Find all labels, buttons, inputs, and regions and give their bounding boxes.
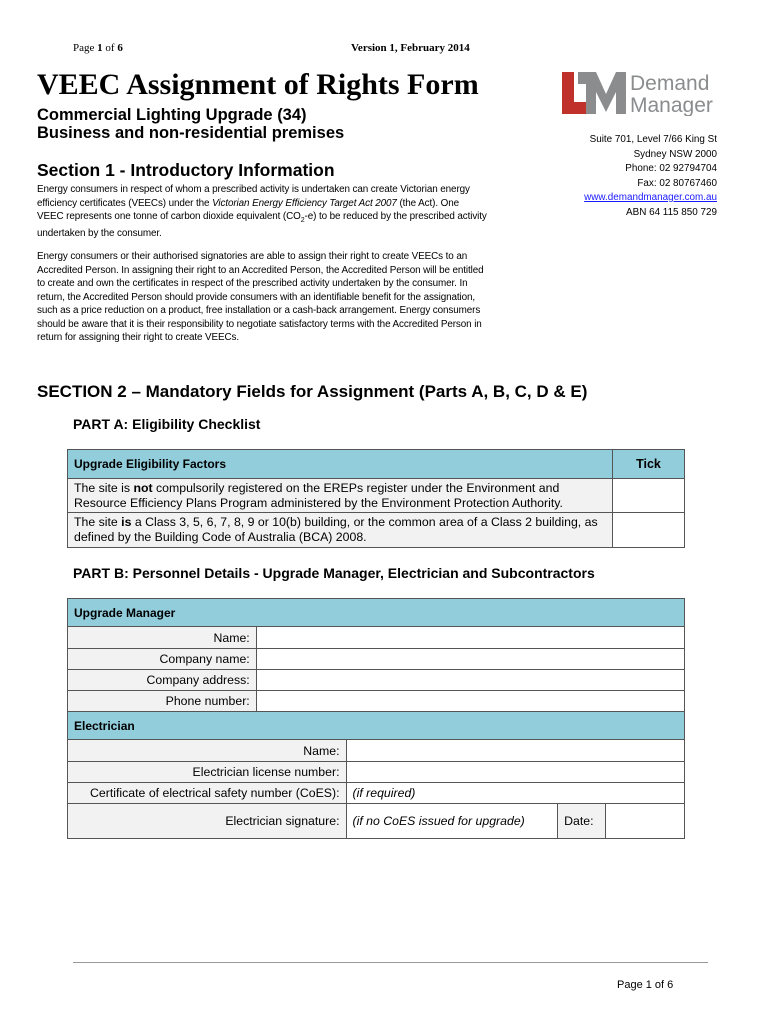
footer-divider bbox=[73, 962, 708, 963]
electrician-signature-label: Electrician signature: bbox=[68, 804, 347, 839]
electrician-signature-input[interactable]: (if no CoES issued for upgrade) bbox=[346, 804, 558, 839]
company-address: Suite 701, Level 7/66 King St Sydney NSW 2000 Phone: 02 92794704 Fax: 02 80767460 www.demandmanager.com.au ABN 64 115 850 729 bbox=[584, 134, 717, 218]
subtitle: Commercial Lighting Upgrade (34) bbox=[37, 106, 307, 124]
website-link[interactable]: www.demandmanager.com.au bbox=[584, 192, 717, 203]
manager-company-label: Company name: bbox=[68, 649, 257, 670]
date-input[interactable] bbox=[606, 804, 685, 839]
part-a-heading: PART A: Eligibility Checklist bbox=[73, 416, 261, 432]
manager-address-label: Company address: bbox=[68, 670, 257, 691]
page-title: VEEC Assignment of Rights Form bbox=[37, 68, 479, 101]
eligibility-table bbox=[67, 449, 685, 548]
date-label: Date: bbox=[558, 804, 606, 839]
intro-paragraph-2: Energy consumers or their authorised signatories are able to assign their right to create VEECs to an Accredited Person. In assigning their right to an Accredited Person, the Accredited Person will be entitled to create and own the certificates in respect of the prescribed activity undertaken by the consumer. In return, the Accredited Person should provide consumers with an identifiable benefit for the assignation, such as a price reduction on a product, free installation or a cash-back arrangement. Energy consumers should be aware that it is their responsibility to negotiate satisfactory terms with the Accredited Person in return for assigning their right to create VEECs. bbox=[37, 251, 484, 343]
manager-address-input[interactable] bbox=[256, 670, 684, 691]
subtitle-2: Business and non-residential premises bbox=[37, 124, 345, 142]
tick-checkbox-2[interactable] bbox=[613, 513, 685, 548]
electrician-license-input[interactable] bbox=[346, 762, 685, 783]
intro-paragraph-1: Energy consumers in respect of whom a prescribed activity is undertaken can create Victorian energy efficiency certificates (VEECs) under the Victorian Energy Efficiency Target Act 2007 (the Act). One VEEC represents one tonne of carbon dioxide equivalent $(CO_2-e)$ to be reduced by the prescribed activity undertaken by the consumer. bbox=[37, 184, 487, 240]
demand-manager-logo bbox=[560, 70, 720, 116]
part-b-heading: PART B: Personnel Details - Upgrade Manager, Electrician and Subcontractors bbox=[73, 565, 595, 581]
personnel-table bbox=[67, 598, 685, 839]
electrician-header: Electrician bbox=[68, 712, 685, 740]
footer-page-number: Page 1 of 6 bbox=[617, 979, 674, 991]
manager-phone-label: Phone number: bbox=[68, 691, 257, 712]
eligibility-factor-2: The site is a Class 3, 5, 6, 7, 8, 9 or 10(b) building, or the common area of a Class 2 building, as defined by the Building Code of Australia (BCA) 2008. bbox=[68, 513, 613, 548]
manager-phone-input[interactable] bbox=[256, 691, 684, 712]
manager-name-input[interactable] bbox=[256, 627, 684, 649]
electrician-name-label: Name: bbox=[68, 740, 347, 762]
upgrade-manager-header: Upgrade Manager bbox=[68, 599, 685, 627]
svg-text:Manager: Manager bbox=[630, 94, 713, 116]
section1-heading: Section 1 - Introductory Information bbox=[37, 160, 335, 180]
electrician-name-input[interactable] bbox=[346, 740, 685, 762]
coes-label: Certificate of electrical safety number (CoES): bbox=[68, 783, 347, 804]
version: Version 1, February 2014 bbox=[351, 42, 470, 54]
manager-company-input[interactable] bbox=[256, 649, 684, 670]
eligibility-factor-1: The site is not compulsorily registered on the EREPs register under the Environment and Resource Efficiency Plans Program administered by the Environment Protection Authority. bbox=[68, 479, 613, 513]
col-header-tick: Tick bbox=[613, 450, 685, 479]
page-indicator: Page 1 of 6 bbox=[73, 42, 123, 54]
tick-checkbox-1[interactable] bbox=[613, 479, 685, 513]
col-header-factors: Upgrade Eligibility Factors bbox=[68, 450, 613, 479]
section2-heading: SECTION 2 – Mandatory Fields for Assignment (Parts A, B, C, D & E) bbox=[37, 382, 588, 401]
manager-name-label: Name: bbox=[68, 627, 257, 649]
coes-input[interactable]: (if required) bbox=[346, 783, 685, 804]
svg-text:Demand: Demand bbox=[630, 72, 710, 95]
electrician-license-label: Electrician license number: bbox=[68, 762, 347, 783]
